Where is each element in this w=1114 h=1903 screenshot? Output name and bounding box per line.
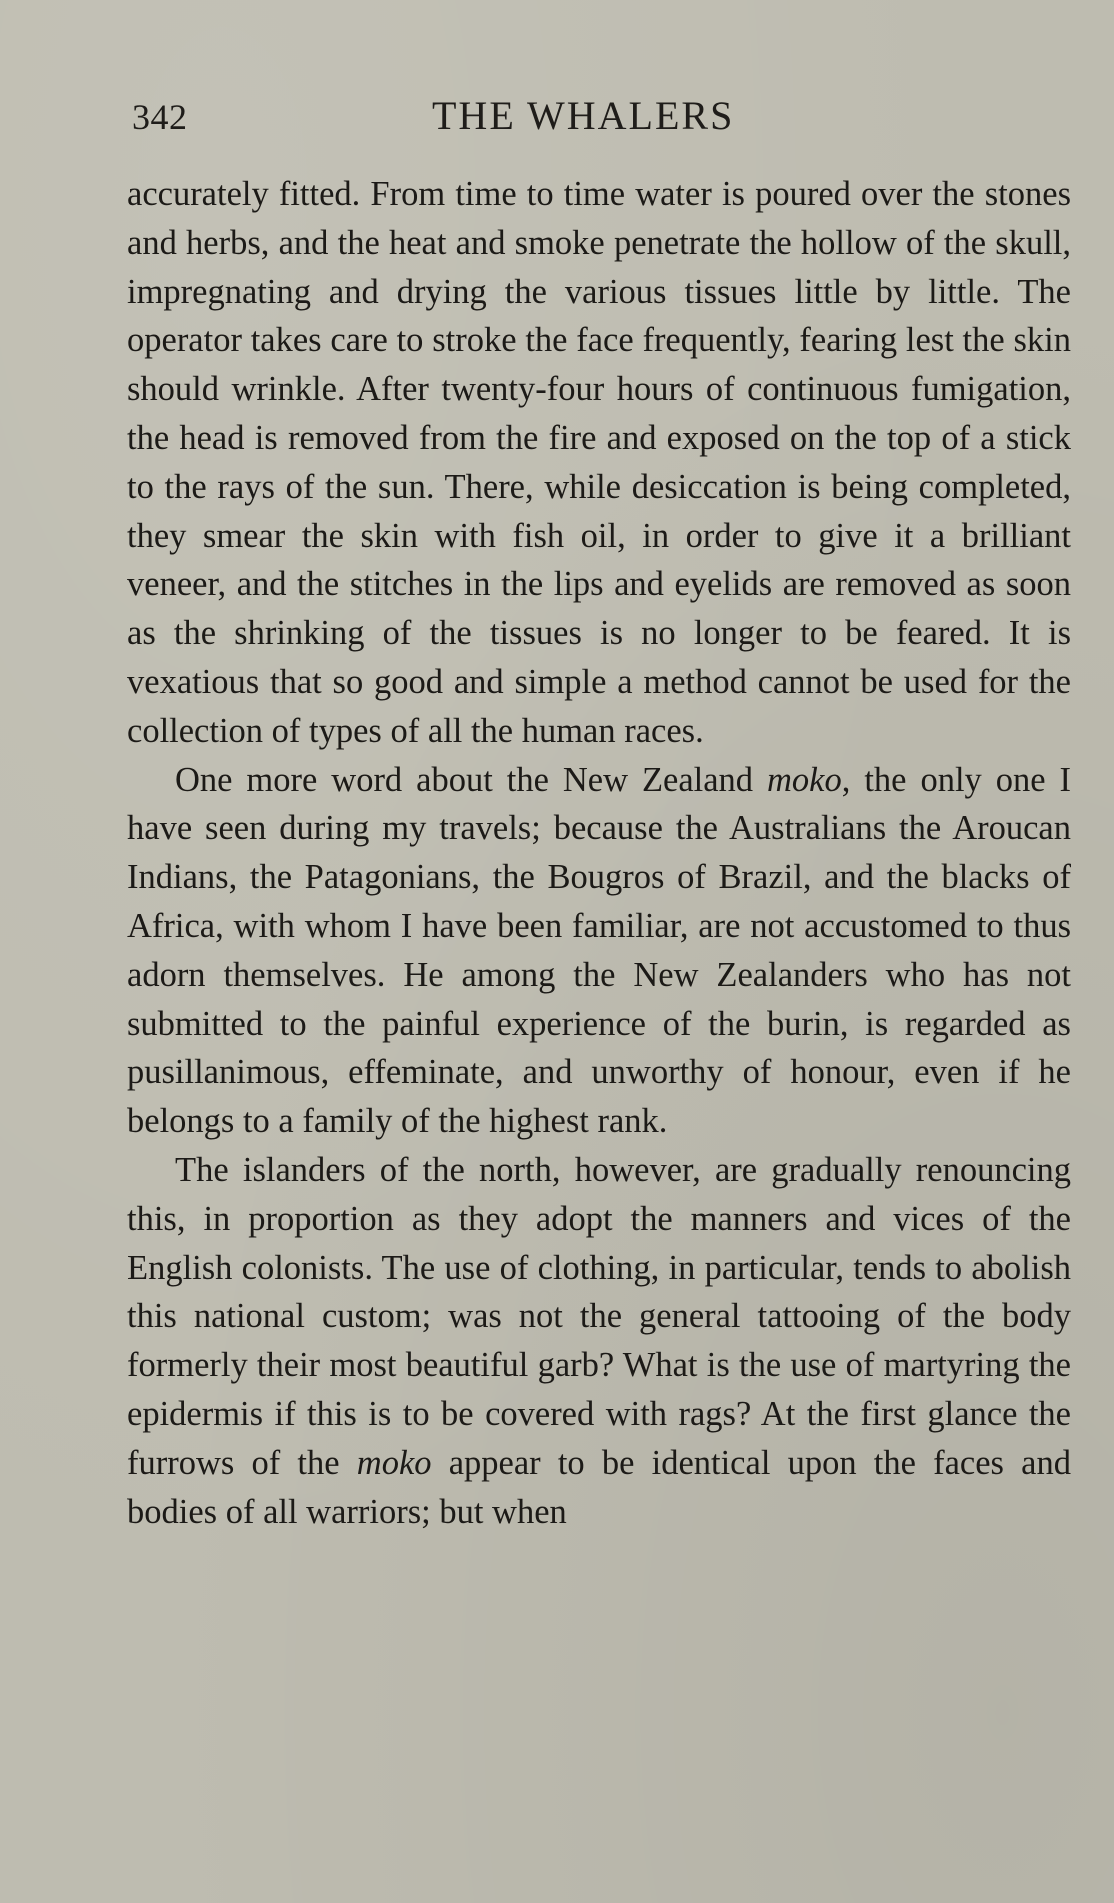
page-number: 342 [132, 97, 188, 137]
running-head: THE WHALERS [432, 93, 735, 138]
paragraph-3 [127, 1146, 1071, 1536]
page-header [132, 88, 1072, 148]
paragraph-1-text: accurately fitted. From time to time water is poured over the stones and herbs, and the heat and smoke penetrate the hollow of the skull, impregnating and drying the various tissues little by little. The operator takes care to stroke the face frequently, fearing lest the skin should wrinkle. After twenty-four hours of continuous fumigation, the head is removed from the fire and exposed on the top of a stick to the rays of the sun. There, while desiccation is being completed, they smear the skin with fish oil, in order to give it a brilliant veneer, and the stitches in the lips and eyelids are removed as soon as the shrinking of the tissues is no longer to be feared. It is vexatious that so good and simple a method cannot be used for the collection of types of all the human races. [127, 175, 1071, 750]
paragraph-2-text-a: One more word about the New Zealand [175, 760, 768, 799]
paragraph-3-text-b: appear to be identical upon the faces and bodies of all warriors; but when [127, 1443, 1071, 1531]
paragraph-3-text-a: The islanders of the north, however, are gradually renouncing this, in proportion as they adopt the manners and vices of the English colonists. The use of clothing, in particular, tends to abolish this national custom; was not the general tattooing of the body formerly their most beautiful garb? What is the use of martyring the epidermis if this is to be covered with rags? At the first glance the furrows of the [127, 1150, 1071, 1482]
paragraph-2-italic-moko: moko [767, 760, 842, 799]
paragraph-3-italic-moko: moko [356, 1443, 432, 1482]
paragraph-2 [127, 756, 1071, 1146]
paragraph-1 [127, 170, 1071, 756]
body-text [127, 170, 1071, 1536]
paragraph-2-text-b: , the only one I have seen during my travels; because the Australians the Aroucan Indians, the Patagonians, the Bougros of Brazil, and the blacks of Africa, with whom I have been familiar, are not accustomed to thus adorn themselves. He among the New Zealanders who has not submitted to the painful experience of the burin, is regarded as pusillanimous, effeminate, and unworthy of honour, even if he belongs to a family of the highest rank. [127, 760, 1071, 1141]
